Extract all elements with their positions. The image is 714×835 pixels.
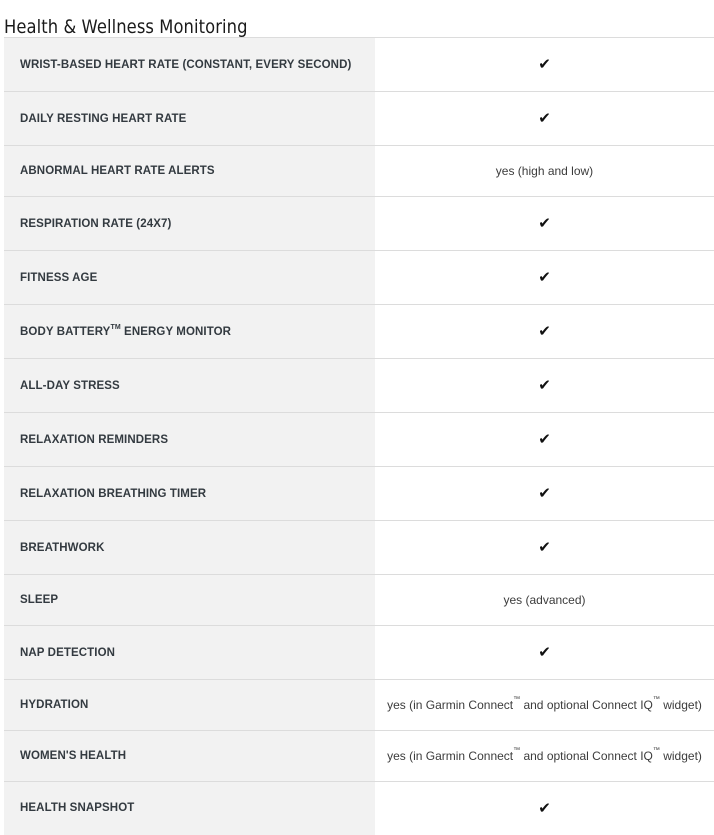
row-value bbox=[375, 782, 714, 835]
row-value: yes (high and low) bbox=[375, 146, 714, 197]
trademark-sup: TM bbox=[110, 323, 121, 331]
row-label: ABNORMAL HEART RATE ALERTS bbox=[4, 146, 375, 197]
table-row bbox=[4, 359, 714, 413]
row-value bbox=[375, 467, 714, 521]
value-part-b: and optional Connect IQ bbox=[520, 698, 653, 712]
row-value bbox=[375, 197, 714, 251]
row-label: RELAXATION BREATHING TIMER bbox=[4, 467, 375, 521]
row-value bbox=[375, 359, 714, 413]
row-label: WOMEN'S HEALTH bbox=[4, 731, 375, 782]
section-title: Health & Wellness Monitoring bbox=[4, 15, 248, 38]
table-row bbox=[4, 575, 714, 626]
row-label: WRIST-BASED HEART RATE (CONSTANT, EVERY SECOND) bbox=[4, 38, 375, 92]
row-value bbox=[375, 521, 714, 575]
table-row bbox=[4, 467, 714, 521]
value-part-a: yes (in Garmin Connect bbox=[387, 698, 514, 712]
value-part-b: and optional Connect IQ bbox=[520, 749, 653, 763]
row-label: HYDRATION bbox=[4, 680, 375, 731]
checkmark-icon: ✔ bbox=[538, 109, 551, 127]
row-label: BREATHWORK bbox=[4, 521, 375, 575]
row-label: FITNESS AGE bbox=[4, 251, 375, 305]
table-row bbox=[4, 626, 714, 680]
row-label: SLEEP bbox=[4, 575, 375, 626]
trademark-sup: ™ bbox=[513, 747, 521, 754]
row-label: NAP DETECTION bbox=[4, 626, 375, 680]
row-value bbox=[375, 305, 714, 359]
table-row bbox=[4, 146, 714, 197]
spec-table bbox=[4, 37, 714, 835]
value-part-c: widget) bbox=[659, 749, 702, 763]
row-value bbox=[375, 251, 714, 305]
checkmark-icon: ✔ bbox=[538, 322, 551, 340]
row-label: HEALTH SNAPSHOT bbox=[4, 782, 375, 835]
checkmark-icon: ✔ bbox=[538, 55, 551, 73]
checkmark-icon: ✔ bbox=[538, 538, 551, 556]
checkmark-icon: ✔ bbox=[538, 214, 551, 232]
row-label bbox=[4, 305, 375, 359]
row-value bbox=[375, 413, 714, 467]
checkmark-icon: ✔ bbox=[538, 430, 551, 448]
trademark-sup: ™ bbox=[652, 696, 660, 703]
table-row bbox=[4, 305, 714, 359]
row-label-main: BODY BATTERY bbox=[20, 325, 111, 338]
row-value bbox=[375, 731, 714, 782]
table-row bbox=[4, 521, 714, 575]
checkmark-icon: ✔ bbox=[538, 268, 551, 286]
table-row bbox=[4, 413, 714, 467]
table-row bbox=[4, 782, 714, 835]
row-value: yes (advanced) bbox=[375, 575, 714, 626]
table-row bbox=[4, 251, 714, 305]
checkmark-icon: ✔ bbox=[538, 798, 551, 817]
trademark-sup: ™ bbox=[652, 747, 660, 754]
row-value bbox=[375, 38, 714, 92]
row-value bbox=[375, 92, 714, 146]
row-label-suffix: ENERGY MONITOR bbox=[120, 325, 232, 338]
value-part-c: widget) bbox=[659, 698, 702, 712]
table-row bbox=[4, 680, 714, 731]
trademark-sup: ™ bbox=[513, 696, 521, 703]
row-label: DAILY RESTING HEART RATE bbox=[4, 92, 375, 146]
table-row bbox=[4, 731, 714, 782]
checkmark-icon: ✔ bbox=[538, 643, 551, 661]
value-part-a: yes (in Garmin Connect bbox=[387, 749, 514, 763]
table-row bbox=[4, 197, 714, 251]
table-row bbox=[4, 92, 714, 146]
checkmark-icon: ✔ bbox=[538, 376, 551, 394]
row-value bbox=[375, 626, 714, 680]
row-label: RESPIRATION RATE (24X7) bbox=[4, 197, 375, 251]
table-row bbox=[4, 38, 714, 92]
row-value bbox=[375, 680, 714, 731]
row-label: RELAXATION REMINDERS bbox=[4, 413, 375, 467]
row-label: ALL-DAY STRESS bbox=[4, 359, 375, 413]
checkmark-icon: ✔ bbox=[538, 484, 551, 502]
